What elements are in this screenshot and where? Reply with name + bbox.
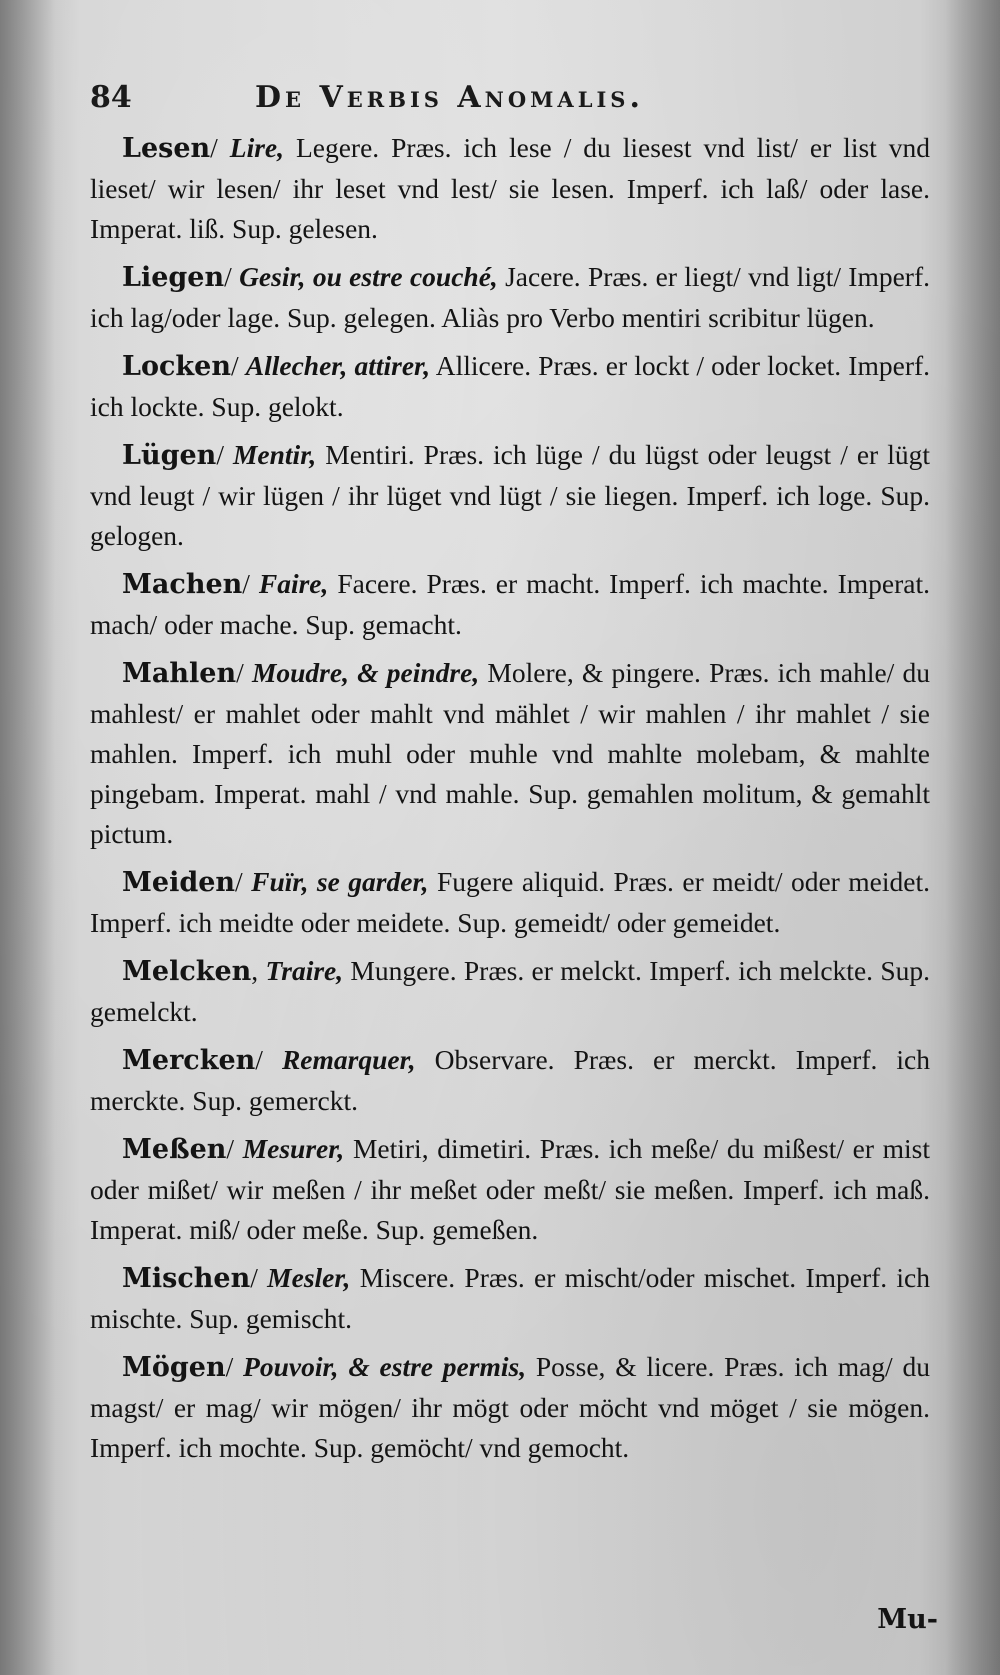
entry-text: Molere, & pingere. Præs. ich mahle/ du mahlest/ er mahlet oder mahlt vnd mählet / wir mahlen / ihr mahlet / sie mahlen. Imperf. ich muhl oder muhle vnd mahlte molebam, & mahlte pingebam. Imperat. mahl / vnd mahle. Sup. gemahlen molitum, & gemahlt pictum. (90, 657, 931, 849)
french-gloss: Lire, (229, 132, 285, 163)
headword: Liegen (122, 262, 225, 293)
entry-melcken: Melcken, Traire, Mungere. Præs. er melckt. Imperf. ich melckte. Sup. gemelckt. (90, 955, 931, 1027)
entry-mischen: Mischen/ Mesler, Miscere. Præs. er mischt/oder mischet. Imperf. ich mischte. Sup. gemischt. (90, 1262, 931, 1334)
entry-text: Mungere. Præs. er melckt. Imperf. ich melckte. Sup. gemelckt. (90, 955, 931, 1027)
headword: Mercken (122, 1045, 256, 1076)
catchword: Mu- (877, 1604, 938, 1635)
french-gloss: Remarquer, (281, 1044, 416, 1075)
entry-mercken: Mercken/ Remarquer, Observare. Præs. er merckt. Imperf. ich merckte. Sup. gemerckt. (90, 1044, 931, 1116)
headword: Lügen (122, 440, 217, 471)
entry-text: Observare. Præs. er merckt. Imperf. ich merckte. Sup. gemerckt. (90, 1044, 931, 1116)
french-gloss: Mesler, (267, 1262, 351, 1293)
headword: Locken (122, 351, 231, 382)
headword: Mögen (122, 1352, 226, 1383)
entry-text: Mentiri. Præs. ich lüge / du lügst oder leugst / er lügt vnd leugt / wir lügen / ihr lüget vnd lügt / sie liegen. Imperf. ich loge. Sup. gelogen. (90, 439, 931, 551)
entry-machen: Machen/ Faire, Facere. Præs. er macht. Imperf. ich machte. Imperat. mach/ oder mache. Sup. gemacht. (90, 568, 930, 640)
entry-text: Metiri, dimetiri. Præs. ich meße/ du mißest/ er mist oder mißet/ wir meßen / ihr meßet oder meßt/ sie meßen. Imperf. ich maß. Imperat. miß/ oder meße. Sup. gemeßen. (90, 1133, 931, 1245)
headword: Melcken (122, 956, 252, 987)
french-gloss: Allecher, attirer, (245, 350, 431, 381)
french-gloss: Traire, (265, 955, 344, 986)
text-block (90, 128, 930, 1476)
entry-messen: Meßen/ Mesurer, Metiri, dimetiri. Præs. ich meße/ du mißest/ er mist oder mißet/ wir meßen / ihr meßet oder meßt/ sie meßen. Imperf. ich maß. Imperat. miß/ oder meße. Sup. gemeßen. (90, 1133, 931, 1245)
headword: Lesen (122, 133, 211, 164)
french-gloss: Pouvoir, & estre permis, (243, 1351, 527, 1382)
entry-text: Legere. Præs. ich lese / du liesest vnd list/ er list vnd lieset/ wir lesen/ ihr leset vnd lest/ sie lesen. Imperf. ich laß/ oder lase. Imperat. liß. Sup. gelesen. (90, 132, 931, 244)
entry-liegen: Liegen/ Gesir, ou estre couché, Jacere. Præs. er liegt/ vnd ligt/ Imperf. ich lag/oder lage. Sup. gelegen. Aliàs pro Verbo mentiri scribitur lügen. (90, 261, 930, 333)
page-header (90, 80, 940, 120)
entry-moegen: Mögen/ Pouvoir, & estre permis, Posse, & licere. Præs. ich mag/ du magst/ er mag/ wir mögen/ ihr mögt oder möcht vnd möget / sie mögen. Imperf. ich mochte. Sup. gemöcht/ vnd gemocht. (90, 1351, 930, 1463)
french-gloss: Moudre, & peindre, (251, 657, 480, 688)
running-head: De Verbis Anomalis. (255, 80, 644, 115)
headword: Machen (122, 569, 243, 600)
page-number: 84 (90, 80, 132, 115)
french-gloss: Mesurer, (242, 1133, 345, 1164)
french-gloss: Faire, (258, 568, 329, 599)
entry-lesen: Lesen/ Lire, Legere. Præs. ich lese / du liesest vnd list/ er list vnd lieset/ wir lesen/ ihr leset vnd lest/ sie lesen. Imperf. ich laß/ oder lase. Imperat. liß. Sup. gelesen. (90, 132, 931, 244)
headword: Meiden (122, 867, 236, 898)
entry-mahlen: Mahlen/ Moudre, & peindre, Molere, & pingere. Præs. ich mahle/ du mahlest/ er mahlet oder mahlt vnd mählet / wir mahlen / ihr mahlet / sie mahlen. Imperf. ich muhl oder muhle vnd mahlte molebam, & mahlte pingebam. Imperat. mahl / vnd mahle. Sup. gemahlen molitum, & gemahlt pictum. (90, 657, 931, 849)
headword: Mischen (122, 1263, 251, 1294)
entry-text: Jacere. Præs. er liegt/ vnd ligt/ Imperf. ich lag/oder lage. Sup. gelegen. Aliàs pro Verbo mentiri scribitur lügen. (90, 261, 930, 333)
entry-meiden: Meiden/ Fuïr, se garder, Fugere aliquid. Præs. er meidt/ oder meidet. Imperf. ich meidte oder meidete. Sup. gemeidt/ oder gemeidet. (90, 866, 930, 938)
headword: Meßen (122, 1134, 227, 1165)
entry-text: Posse, & licere. Præs. ich mag/ du magst/ er mag/ wir mögen/ ihr mögt oder möcht vnd möget / sie mögen. Imperf. ich mochte. Sup. gemöcht/ vnd gemocht. (90, 1351, 930, 1463)
entry-text: Allicere. Præs. er lockt / oder locket. Imperf. ich lockte. Sup. gelokt. (90, 350, 931, 422)
french-gloss: Fuïr, se garder, (251, 866, 429, 897)
french-gloss: Mentir, (232, 439, 317, 470)
entry-locken: Locken/ Allecher, attirer, Allicere. Præs. er lockt / oder locket. Imperf. ich lockte. Sup. gelokt. (90, 350, 931, 422)
entry-luegen: Lügen/ Mentir, Mentiri. Præs. ich lüge / du lügst oder leugst / er lügt vnd leugt / wir lügen / ihr lüget vnd lügt / sie liegen. Imperf. ich loge. Sup. gelogen. (90, 439, 931, 551)
french-gloss: Gesir, ou estre couché, (239, 261, 498, 292)
entry-text: Facere. Præs. er macht. Imperf. ich machte. Imperat. mach/ oder mache. Sup. gemacht. (90, 568, 930, 640)
headword: Mahlen (122, 658, 237, 689)
entry-text: Fugere aliquid. Præs. er meidt/ oder meidet. Imperf. ich meidte oder meidete. Sup. gemeidt/ oder gemeidet. (90, 866, 930, 938)
entry-text: Miscere. Præs. er mischt/oder mischet. Imperf. ich mischte. Sup. gemischt. (90, 1262, 931, 1334)
